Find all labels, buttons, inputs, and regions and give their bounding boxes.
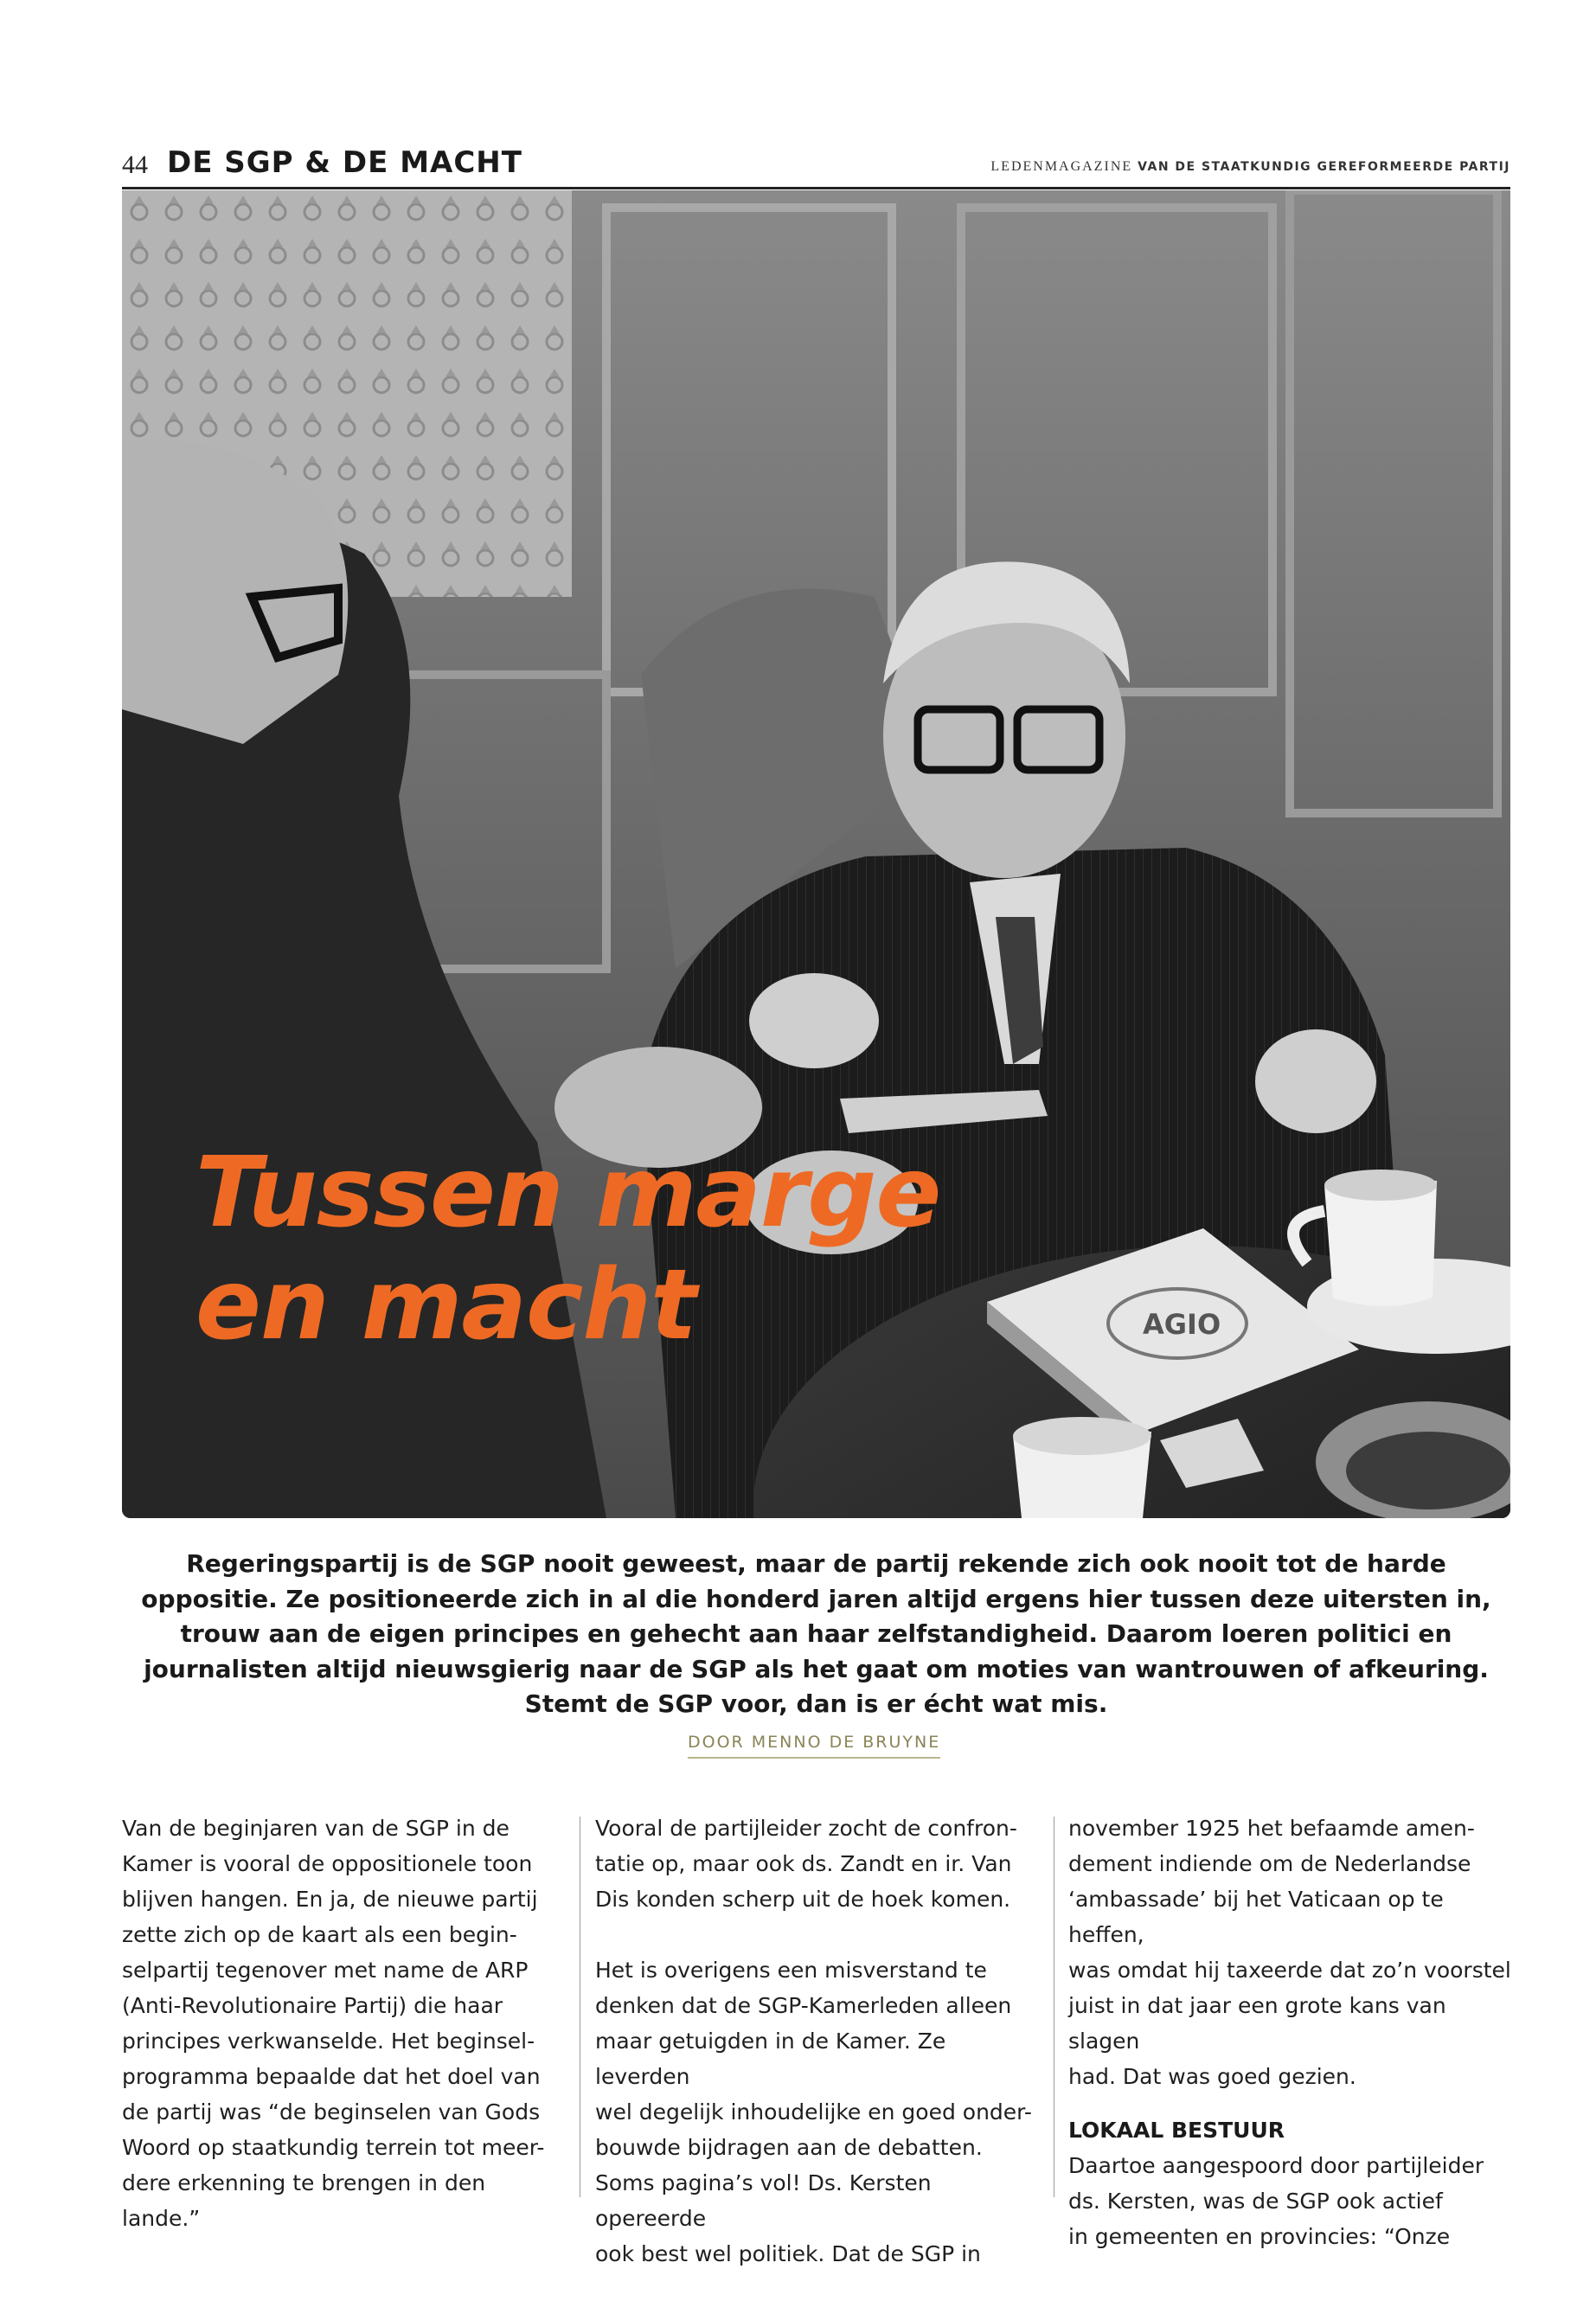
byline: DOOR MENNO DE BRUYNE bbox=[688, 1733, 940, 1759]
paragraph: Daartoe aangespoord door partijleider ds. Kersten, was de SGP ook actief in gemeenten en provincies: “Onze bbox=[1068, 2153, 1484, 2249]
paragraph: november 1925 het befaamde amen- dement indiende om de Nederlandse ‘ambassade’ bij het Vaticaan op te heffen, was omdat hij taxeerde dat zo’n voorstel juist in dat jaar een grote kans van slagen had. Dat was goed gezien. bbox=[1068, 1816, 1511, 2089]
section-title: DE SGP & DE MACHT bbox=[167, 145, 522, 180]
hand bbox=[1255, 1029, 1376, 1133]
cigar-box-label: AGIO bbox=[1143, 1308, 1221, 1341]
page-number: 44 bbox=[122, 151, 148, 179]
paragraph: Vooral de partijleider zocht de confron- tatie op, maar ook ds. Zandt en ir. Van Dis konden scherp uit de hoek komen. bbox=[595, 1816, 1017, 1912]
headline-line-2: en macht bbox=[195, 1248, 696, 1362]
article-intro: Regeringspartij is de SGP nooit geweest, maar de partij rekende zich ook nooit tot de harde oppositie. Ze positioneerde zich in al die honderd jaren altijd ergens hier tussen deze uitersten in, trouw aan de eigen principes en gehecht aan haar zelfstandigheid. Daarom loeren politici en journalisten altijd nieuwsgierig naar de SGP als het gaat om moties van wantrouwen of afkeuring. Stemt de SGP voor, dan is er écht wat mis. bbox=[141, 1549, 1491, 1719]
headline-line-1: Tussen marge bbox=[195, 1137, 941, 1249]
magazine-name bbox=[990, 159, 1510, 175]
body-column-2 bbox=[595, 1811, 1041, 2272]
body-column-3 bbox=[1068, 1811, 1514, 2254]
body-column-1 bbox=[122, 1811, 567, 2236]
ashtray-inner bbox=[1346, 1432, 1510, 1509]
header-rule bbox=[122, 187, 1510, 189]
hand bbox=[749, 973, 879, 1068]
cup-rim bbox=[1013, 1417, 1151, 1455]
cup-rim bbox=[1324, 1170, 1437, 1201]
paragraph: Het is overigens een misverstand te denken dat de SGP-Kamerleden alleen maar getuigden in de Kamer. Ze leverden wel degelijk inhoudelijke en goed onder- bouwde bijdragen aan de debatten. Soms pagina’s vol! Ds. Kersten opereerde ook best wel politiek. Dat de SGP in bbox=[595, 1958, 1032, 2266]
article-headline bbox=[195, 1138, 940, 1362]
magazine-prefix: LEDENMAGAZINE bbox=[990, 159, 1133, 174]
paragraph: Van de beginjaren van de SGP in de Kamer is vooral de oppositionele toon blijven hangen. En ja, de nieuwe partij zette zich op de kaart als een begin- selpartij tegenover met name de ARP (Anti-Revolutionaire Partij) die haar principes verkwanselde. Het beginsel- programma bepaalde dat het doel van de partij was “de beginselen van Gods Woord op staatkundig terrein tot meer- dere erkenning te brengen in den lande.” bbox=[122, 1816, 545, 2231]
subheading: LOKAAL BESTUUR bbox=[1068, 2118, 1285, 2143]
page-header bbox=[122, 145, 1510, 190]
hero-photo bbox=[122, 190, 1510, 1518]
magazine-suffix: VAN DE STAATKUNDIG GEREFORMEERDE PARTIJ bbox=[1138, 160, 1510, 174]
